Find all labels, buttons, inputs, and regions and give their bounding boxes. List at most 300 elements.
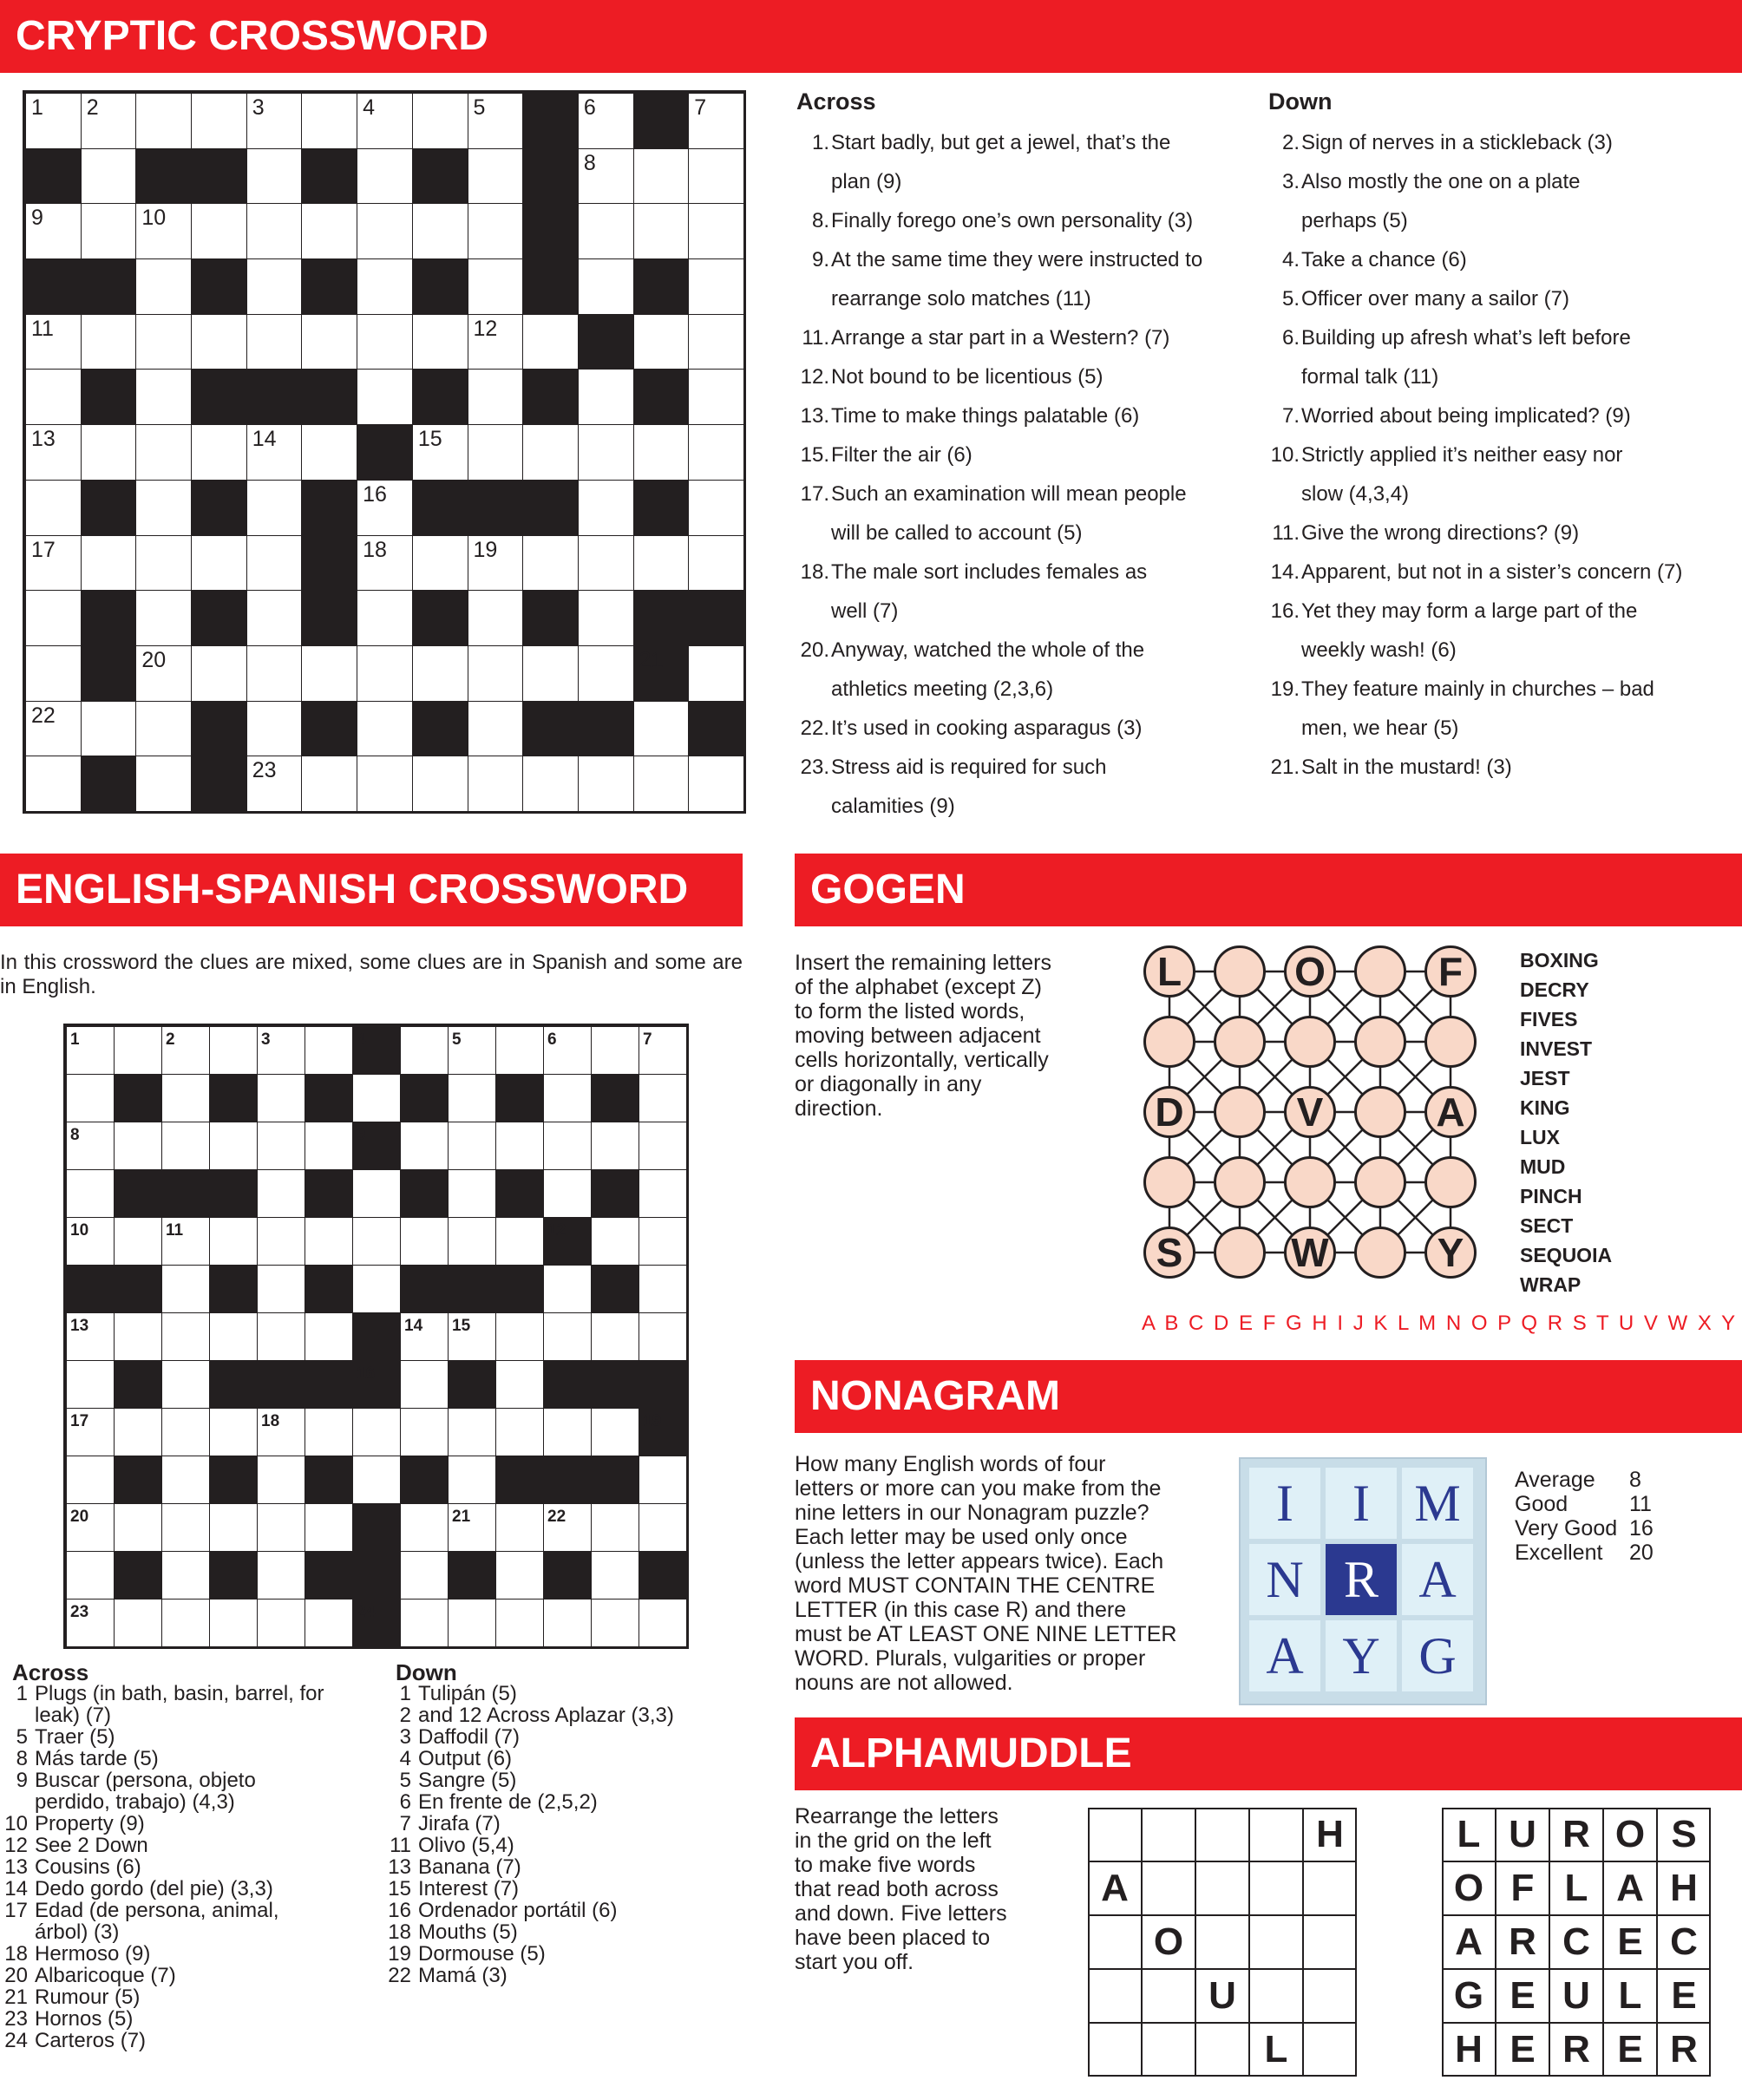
gogen-cell[interactable] [1143,1156,1195,1208]
white-square[interactable] [209,1599,258,1647]
white-square[interactable] [161,1456,210,1504]
white-square[interactable] [257,1456,305,1504]
alphamuddle-puzzle-cell[interactable] [1195,1861,1249,1915]
alphamuddle-letter-cell[interactable]: E [1603,1915,1657,1969]
white-square[interactable] [578,148,634,205]
alphamuddle-letter-cell[interactable]: H [1442,2023,1496,2077]
white-square[interactable] [135,756,192,812]
white-square[interactable] [161,1265,210,1313]
gogen-cell[interactable] [1143,1016,1195,1068]
white-square[interactable] [25,369,82,425]
white-square[interactable] [448,1599,496,1647]
white-square[interactable] [400,1217,449,1266]
alphamuddle-letter-cell[interactable]: E [1657,1969,1711,2023]
white-square[interactable] [522,756,579,812]
white-square[interactable] [633,314,690,370]
white-square[interactable] [135,701,192,757]
gogen-cell[interactable]: L [1143,945,1195,998]
white-square[interactable] [639,1169,687,1218]
white-square[interactable] [400,1599,449,1647]
white-square[interactable] [114,1408,162,1456]
white-square[interactable] [495,1408,544,1456]
white-square[interactable] [639,1503,687,1552]
white-square[interactable] [468,535,524,592]
white-square[interactable] [135,369,192,425]
white-square[interactable] [495,1551,544,1600]
white-square[interactable] [257,1599,305,1647]
white-square[interactable] [352,1074,401,1122]
white-square[interactable] [209,1122,258,1170]
alphamuddle-letter-cell[interactable]: F [1496,1861,1549,1915]
white-square[interactable] [209,1408,258,1456]
white-square[interactable] [639,1456,687,1504]
white-square[interactable] [357,701,413,757]
white-square[interactable] [578,480,634,536]
white-square[interactable] [257,1217,305,1266]
white-square[interactable] [114,1312,162,1361]
white-square[interactable] [246,424,303,481]
white-square[interactable] [135,535,192,592]
white-square[interactable] [633,701,690,757]
white-square[interactable] [246,756,303,812]
gogen-cell[interactable]: D [1143,1086,1195,1138]
white-square[interactable] [114,1599,162,1647]
white-square[interactable] [81,203,137,259]
white-square[interactable] [66,1312,115,1361]
white-square[interactable] [81,314,137,370]
white-square[interactable] [639,1312,687,1361]
alphamuddle-letter-cell[interactable]: A [1442,1915,1496,1969]
white-square[interactable] [412,535,468,592]
gogen-cell[interactable]: S [1143,1227,1195,1279]
white-square[interactable] [161,1360,210,1409]
white-square[interactable] [161,1408,210,1456]
white-square[interactable] [468,756,524,812]
white-square[interactable] [412,756,468,812]
white-square[interactable] [688,369,744,425]
white-square[interactable] [412,203,468,259]
white-square[interactable] [468,258,524,315]
white-square[interactable] [305,1599,353,1647]
white-square[interactable] [357,645,413,702]
white-square[interactable] [400,1312,449,1361]
white-square[interactable] [257,1265,305,1313]
alphamuddle-puzzle-cell[interactable] [1249,1969,1303,2023]
gogen-cell[interactable]: F [1424,945,1477,998]
white-square[interactable] [257,1026,305,1075]
gogen-cell[interactable] [1354,1227,1406,1279]
white-square[interactable] [543,1503,592,1552]
white-square[interactable] [400,1408,449,1456]
alphamuddle-puzzle-cell[interactable] [1195,2023,1249,2077]
white-square[interactable] [161,1217,210,1266]
alphamuddle-puzzle-cell[interactable]: U [1195,1969,1249,2023]
alphamuddle-puzzle-cell[interactable] [1142,2023,1195,2077]
white-square[interactable] [448,1503,496,1552]
alphamuddle-puzzle-cell[interactable] [1249,1915,1303,1969]
white-square[interactable] [66,1169,115,1218]
white-square[interactable] [495,1312,544,1361]
white-square[interactable] [468,93,524,149]
white-square[interactable] [495,1503,544,1552]
alphamuddle-letter-cell[interactable]: O [1442,1861,1496,1915]
white-square[interactable] [352,1169,401,1218]
white-square[interactable] [161,1312,210,1361]
gogen-cell[interactable] [1284,1016,1336,1068]
white-square[interactable] [468,203,524,259]
white-square[interactable] [66,1551,115,1600]
white-square[interactable] [191,314,247,370]
white-square[interactable] [522,645,579,702]
white-square[interactable] [209,1503,258,1552]
alphamuddle-puzzle-cell[interactable] [1142,1969,1195,2023]
alphamuddle-puzzle-cell[interactable] [1249,1808,1303,1861]
white-square[interactable] [400,1026,449,1075]
white-square[interactable] [209,1217,258,1266]
white-square[interactable] [135,590,192,646]
white-square[interactable] [688,424,744,481]
white-square[interactable] [357,203,413,259]
white-square[interactable] [448,1026,496,1075]
white-square[interactable] [357,756,413,812]
white-square[interactable] [591,1551,639,1600]
white-square[interactable] [257,1503,305,1552]
white-square[interactable] [633,148,690,205]
alphamuddle-letter-cell[interactable]: C [1549,1915,1603,1969]
white-square[interactable] [688,645,744,702]
alphamuddle-puzzle-cell[interactable] [1249,1861,1303,1915]
white-square[interactable] [81,701,137,757]
white-square[interactable] [301,424,357,481]
white-square[interactable] [543,1026,592,1075]
white-square[interactable] [257,1074,305,1122]
white-square[interactable] [633,535,690,592]
alphamuddle-letter-cell[interactable]: E [1603,2023,1657,2077]
white-square[interactable] [357,535,413,592]
alphamuddle-puzzle-cell[interactable] [1303,2023,1357,2077]
white-square[interactable] [25,701,82,757]
gogen-cell[interactable] [1214,1156,1266,1208]
alphamuddle-letter-cell[interactable]: U [1496,1808,1549,1861]
white-square[interactable] [135,93,192,149]
white-square[interactable] [301,314,357,370]
white-square[interactable] [114,1026,162,1075]
alphamuddle-letter-cell[interactable]: C [1657,1915,1711,1969]
white-square[interactable] [639,1122,687,1170]
gogen-cell[interactable] [1354,945,1406,998]
white-square[interactable] [400,1551,449,1600]
white-square[interactable] [357,590,413,646]
gogen-cell[interactable] [1214,1016,1266,1068]
white-square[interactable] [301,203,357,259]
alphamuddle-letter-cell[interactable]: E [1496,1969,1549,2023]
gogen-cell[interactable]: O [1284,945,1336,998]
alphamuddle-letter-cell[interactable]: R [1549,2023,1603,2077]
alphamuddle-puzzle-cell[interactable] [1303,1969,1357,2023]
white-square[interactable] [633,424,690,481]
white-square[interactable] [66,1026,115,1075]
white-square[interactable] [246,314,303,370]
white-square[interactable] [246,203,303,259]
white-square[interactable] [161,1074,210,1122]
white-square[interactable] [468,369,524,425]
gogen-cell[interactable] [1354,1086,1406,1138]
white-square[interactable] [448,1312,496,1361]
white-square[interactable] [81,424,137,481]
white-square[interactable] [357,258,413,315]
white-square[interactable] [639,1217,687,1266]
white-square[interactable] [246,93,303,149]
alphamuddle-letter-cell[interactable]: R [1657,2023,1711,2077]
alphamuddle-puzzle-cell[interactable] [1088,1808,1142,1861]
alphamuddle-puzzle-cell[interactable]: H [1303,1808,1357,1861]
white-square[interactable] [688,535,744,592]
alphamuddle-letter-cell[interactable]: G [1442,1969,1496,2023]
white-square[interactable] [25,203,82,259]
white-square[interactable] [357,93,413,149]
white-square[interactable] [66,1217,115,1266]
alphamuddle-puzzle-cell[interactable] [1088,1915,1142,1969]
white-square[interactable] [66,1599,115,1647]
white-square[interactable] [688,148,744,205]
white-square[interactable] [66,1122,115,1170]
white-square[interactable] [301,93,357,149]
alphamuddle-puzzle-cell[interactable]: L [1249,2023,1303,2077]
white-square[interactable] [305,1122,353,1170]
white-square[interactable] [357,480,413,536]
white-square[interactable] [357,314,413,370]
white-square[interactable] [257,1408,305,1456]
white-square[interactable] [161,1503,210,1552]
alphamuddle-puzzle-cell[interactable] [1303,1861,1357,1915]
white-square[interactable] [66,1360,115,1409]
white-square[interactable] [495,1026,544,1075]
gogen-cell[interactable] [1424,1156,1477,1208]
white-square[interactable] [66,1074,115,1122]
white-square[interactable] [246,535,303,592]
white-square[interactable] [591,1122,639,1170]
white-square[interactable] [578,645,634,702]
white-square[interactable] [688,258,744,315]
white-square[interactable] [448,1074,496,1122]
alphamuddle-letter-cell[interactable]: O [1603,1808,1657,1861]
gogen-cell[interactable]: W [1284,1227,1336,1279]
white-square[interactable] [257,1312,305,1361]
white-square[interactable] [135,645,192,702]
white-square[interactable] [633,756,690,812]
gogen-cell[interactable] [1354,1156,1406,1208]
white-square[interactable] [161,1551,210,1600]
white-square[interactable] [357,369,413,425]
white-square[interactable] [301,645,357,702]
white-square[interactable] [66,1503,115,1552]
white-square[interactable] [305,1312,353,1361]
white-square[interactable] [305,1408,353,1456]
white-square[interactable] [688,93,744,149]
white-square[interactable] [25,480,82,536]
white-square[interactable] [639,1265,687,1313]
white-square[interactable] [591,1503,639,1552]
white-square[interactable] [543,1312,592,1361]
gogen-cell[interactable]: A [1424,1086,1477,1138]
white-square[interactable] [578,369,634,425]
white-square[interactable] [688,314,744,370]
white-square[interactable] [543,1265,592,1313]
white-square[interactable] [468,314,524,370]
white-square[interactable] [578,93,634,149]
white-square[interactable] [495,1360,544,1409]
white-square[interactable] [578,203,634,259]
white-square[interactable] [352,1265,401,1313]
white-square[interactable] [591,1312,639,1361]
white-square[interactable] [66,1456,115,1504]
white-square[interactable] [448,1122,496,1170]
white-square[interactable] [135,424,192,481]
white-square[interactable] [688,480,744,536]
alphamuddle-letter-cell[interactable]: L [1603,1969,1657,2023]
alphamuddle-puzzle-cell[interactable] [1195,1915,1249,1969]
white-square[interactable] [468,424,524,481]
white-square[interactable] [209,1026,258,1075]
white-square[interactable] [578,756,634,812]
alphamuddle-letter-cell[interactable]: H [1657,1861,1711,1915]
white-square[interactable] [352,1456,401,1504]
white-square[interactable] [191,93,247,149]
white-square[interactable] [543,1122,592,1170]
white-square[interactable] [448,1456,496,1504]
white-square[interactable] [688,203,744,259]
white-square[interactable] [257,1169,305,1218]
alphamuddle-puzzle-cell[interactable] [1142,1861,1195,1915]
white-square[interactable] [135,258,192,315]
gogen-cell[interactable] [1424,1016,1477,1068]
white-square[interactable] [522,314,579,370]
gogen-cell[interactable]: Y [1424,1227,1477,1279]
white-square[interactable] [468,590,524,646]
white-square[interactable] [352,1408,401,1456]
white-square[interactable] [591,1599,639,1647]
white-square[interactable] [81,148,137,205]
alphamuddle-puzzle-cell[interactable] [1195,1808,1249,1861]
white-square[interactable] [114,1503,162,1552]
white-square[interactable] [578,424,634,481]
white-square[interactable] [25,314,82,370]
white-square[interactable] [191,535,247,592]
white-square[interactable] [191,203,247,259]
white-square[interactable] [400,1360,449,1409]
white-square[interactable] [257,1122,305,1170]
gogen-cell[interactable] [1214,1227,1266,1279]
white-square[interactable] [25,756,82,812]
alphamuddle-letter-cell[interactable]: A [1603,1861,1657,1915]
white-square[interactable] [639,1599,687,1647]
white-square[interactable] [543,1599,592,1647]
alphamuddle-letter-cell[interactable]: L [1442,1808,1496,1861]
white-square[interactable] [591,1217,639,1266]
white-square[interactable] [448,1169,496,1218]
alphamuddle-puzzle-cell[interactable] [1088,2023,1142,2077]
white-square[interactable] [246,148,303,205]
white-square[interactable] [25,645,82,702]
white-square[interactable] [305,1026,353,1075]
white-square[interactable] [114,1217,162,1266]
white-square[interactable] [633,203,690,259]
alphamuddle-letter-cell[interactable]: S [1657,1808,1711,1861]
white-square[interactable] [400,1503,449,1552]
white-square[interactable] [25,590,82,646]
gogen-cell[interactable] [1214,1086,1266,1138]
white-square[interactable] [578,535,634,592]
gogen-cell[interactable] [1214,945,1266,998]
white-square[interactable] [135,314,192,370]
alphamuddle-puzzle-cell[interactable] [1088,1969,1142,2023]
white-square[interactable] [412,314,468,370]
white-square[interactable] [209,1312,258,1361]
white-square[interactable] [639,1074,687,1122]
gogen-cell[interactable] [1354,1016,1406,1068]
white-square[interactable] [246,590,303,646]
white-square[interactable] [688,756,744,812]
alphamuddle-puzzle-cell[interactable]: O [1142,1915,1195,1969]
alphamuddle-letter-cell[interactable]: L [1549,1861,1603,1915]
white-square[interactable] [305,1217,353,1266]
white-square[interactable] [161,1026,210,1075]
white-square[interactable] [257,1551,305,1600]
white-square[interactable] [522,424,579,481]
white-square[interactable] [495,1217,544,1266]
alphamuddle-letter-cell[interactable]: R [1496,1915,1549,1969]
gogen-cell[interactable] [1284,1156,1336,1208]
white-square[interactable] [468,148,524,205]
white-square[interactable] [191,424,247,481]
white-square[interactable] [305,1503,353,1552]
white-square[interactable] [81,535,137,592]
alphamuddle-puzzle-cell[interactable] [1303,1915,1357,1969]
white-square[interactable] [412,645,468,702]
white-square[interactable] [412,93,468,149]
white-square[interactable] [161,1599,210,1647]
white-square[interactable] [25,93,82,149]
white-square[interactable] [495,1122,544,1170]
white-square[interactable] [135,480,192,536]
white-square[interactable] [578,258,634,315]
white-square[interactable] [639,1026,687,1075]
white-square[interactable] [191,645,247,702]
white-square[interactable] [400,1122,449,1170]
white-square[interactable] [301,756,357,812]
alphamuddle-puzzle-cell[interactable]: A [1088,1861,1142,1915]
white-square[interactable] [578,590,634,646]
alphamuddle-letter-cell[interactable]: U [1549,1969,1603,2023]
white-square[interactable] [448,1217,496,1266]
white-square[interactable] [468,645,524,702]
white-square[interactable] [246,701,303,757]
white-square[interactable] [591,1026,639,1075]
white-square[interactable] [412,424,468,481]
white-square[interactable] [25,535,82,592]
white-square[interactable] [161,1122,210,1170]
white-square[interactable] [135,203,192,259]
white-square[interactable] [25,424,82,481]
white-square[interactable] [543,1408,592,1456]
alphamuddle-letter-cell[interactable]: R [1549,1808,1603,1861]
gogen-cell[interactable]: V [1284,1086,1336,1138]
alphamuddle-letter-cell[interactable]: E [1496,2023,1549,2077]
white-square[interactable] [543,1169,592,1218]
white-square[interactable] [543,1074,592,1122]
white-square[interactable] [81,93,137,149]
white-square[interactable] [522,535,579,592]
